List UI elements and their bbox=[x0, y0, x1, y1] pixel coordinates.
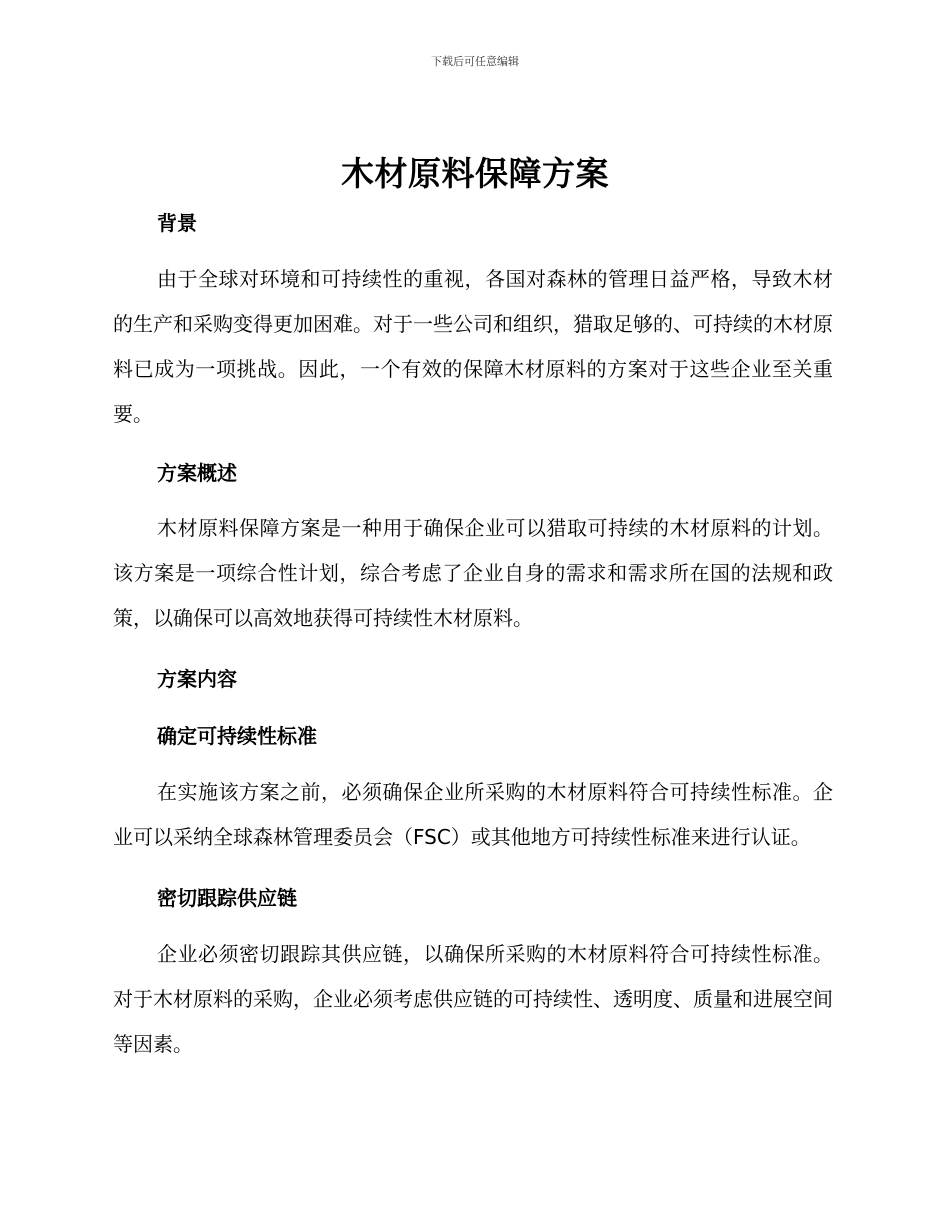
document-body bbox=[113, 205, 833, 1067]
page-header-note: 下载后可任意编辑 bbox=[431, 55, 519, 68]
section-paragraph-standard: 在实施该方案之前，必须确保企业所采购的木材原料符合可持续性标准。企业可以采纳全球森林管理委员会（FSC）或其他地方可持续性标准来进行认证。 bbox=[113, 780, 833, 849]
document-title: 木材原料保障方案 bbox=[341, 154, 609, 193]
section-paragraph-overview: 木材原料保障方案是一种用于确保企业可以猎取可持续的木材原料的计划。该方案是一项综合性计划，综合考虑了企业自身的需求和需求所在国的法规和政策，以确保可以高效地获得可持续性木材原料。 bbox=[113, 516, 833, 630]
section-paragraph-supply-chain: 企业必须密切跟踪其供应链，以确保所采购的木材原料符合可持续性标准。对于木材原料的采购，企业必须考虑供应链的可持续性、透明度、质量和进展空间等因素。 bbox=[113, 942, 833, 1056]
section-heading-standard: 确定可持续性标准 bbox=[157, 724, 317, 748]
section-paragraph-background: 由于全球对环境和可持续性的重视，各国对森林的管理日益严格，导致木材的生产和采购变得更加困难。对于一些公司和组织，猎取足够的、可持续的木材原料已成为一项挑战。因此，一个有效的保障木材原料的方案对于这些企业至关重要。 bbox=[113, 267, 833, 426]
section-heading-content: 方案内容 bbox=[157, 667, 237, 691]
section-heading-background: 背景 bbox=[157, 211, 197, 235]
section-heading-supply-chain: 密切跟踪供应链 bbox=[157, 886, 297, 910]
section-heading-overview: 方案概述 bbox=[157, 461, 237, 485]
